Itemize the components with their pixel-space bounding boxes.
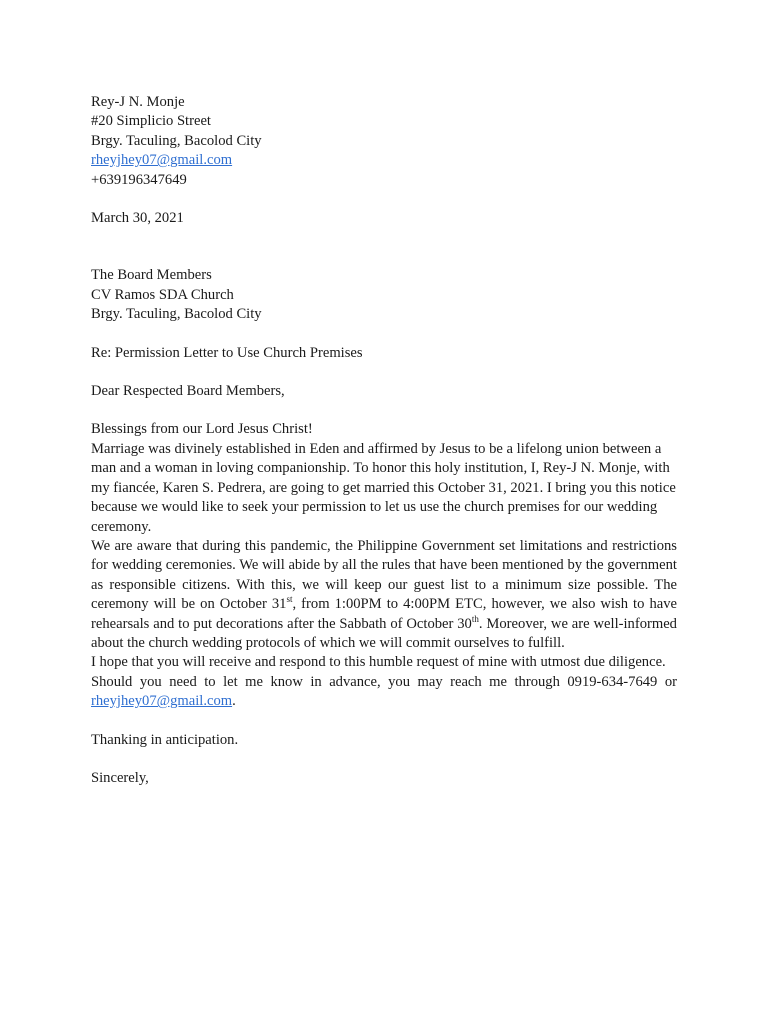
recipient-address [91, 266, 677, 324]
recipient-line-2: CV Ramos SDA Church [91, 286, 234, 303]
paragraph-pandemic-part-2: , from 1:00PM to 4:00PM ETC, however, we also wish to have rehearsals and to put decorations after the Sabbath of October 30 [91, 596, 678, 632]
closing-line: Sincerely, [91, 769, 149, 786]
ordinal-suffix-st: st [286, 594, 293, 605]
thanks-line: Thanking in anticipation. [91, 731, 239, 748]
subject-line: Re: Permission Letter to Use Church Premises [91, 344, 363, 361]
sender-address [91, 93, 677, 190]
sender-phone: +639196347649 [91, 171, 187, 188]
contact-text: Should you need to let me know in advance, you may reach me through 0919-634-7649 or [91, 673, 677, 690]
sender-city: Brgy. Taculing, Bacolod City [91, 132, 262, 149]
paragraph-intro: Marriage was divinely established in Eden and affirmed by Jesus to be a lifelong union between a man and a woman in loving companionship. To honor this holy institution, I, Rey-J N. Monje, with my fiancée, Karen S. Pedrera, are going to get married this October 31, 2021. I bring you this notice because we would like to seek your permission to let us use the church premises for our wedding ceremony. [91, 440, 676, 535]
greeting: Blessings from our Lord Jesus Christ! [91, 421, 313, 438]
paragraph-pandemic [91, 537, 677, 653]
sender-street: #20 Simplicio Street [91, 113, 211, 130]
letter-date: March 30, 2021 [91, 210, 184, 227]
sender-name: Rey-J N. Monje [91, 94, 185, 110]
contact-email-link[interactable]: rheyjhey07@gmail.com [91, 693, 233, 710]
paragraph-pandemic-part-3: . Moreover, we are well-informed about the church wedding protocols of which we will commit ourselves to fulfill. [91, 615, 677, 651]
ordinal-suffix-th: th [471, 613, 479, 624]
recipient-line-1: The Board Members [91, 267, 212, 284]
recipient-line-3: Brgy. Taculing, Bacolod City [91, 306, 262, 323]
sender-email-link[interactable]: rheyjhey07@gmail.com [91, 152, 233, 169]
paragraph-contact [91, 673, 677, 712]
salutation: Dear Respected Board Members, [91, 383, 285, 400]
letter-body [91, 93, 677, 788]
contact-period: . [232, 693, 236, 710]
paragraph-pandemic-part-1: We are aware that during this pandemic, the Philippine Government set limitations and restrictions for wedding ceremonies. We will abide by all the rules that have been mentioned by the government as responsible citizens. With this, we will keep our guest list to a minimum size possible. The ceremony will be on October 31 [91, 537, 677, 613]
paragraph-request: I hope that you will receive and respond to this humble request of mine with utmost due diligence. [91, 654, 666, 671]
